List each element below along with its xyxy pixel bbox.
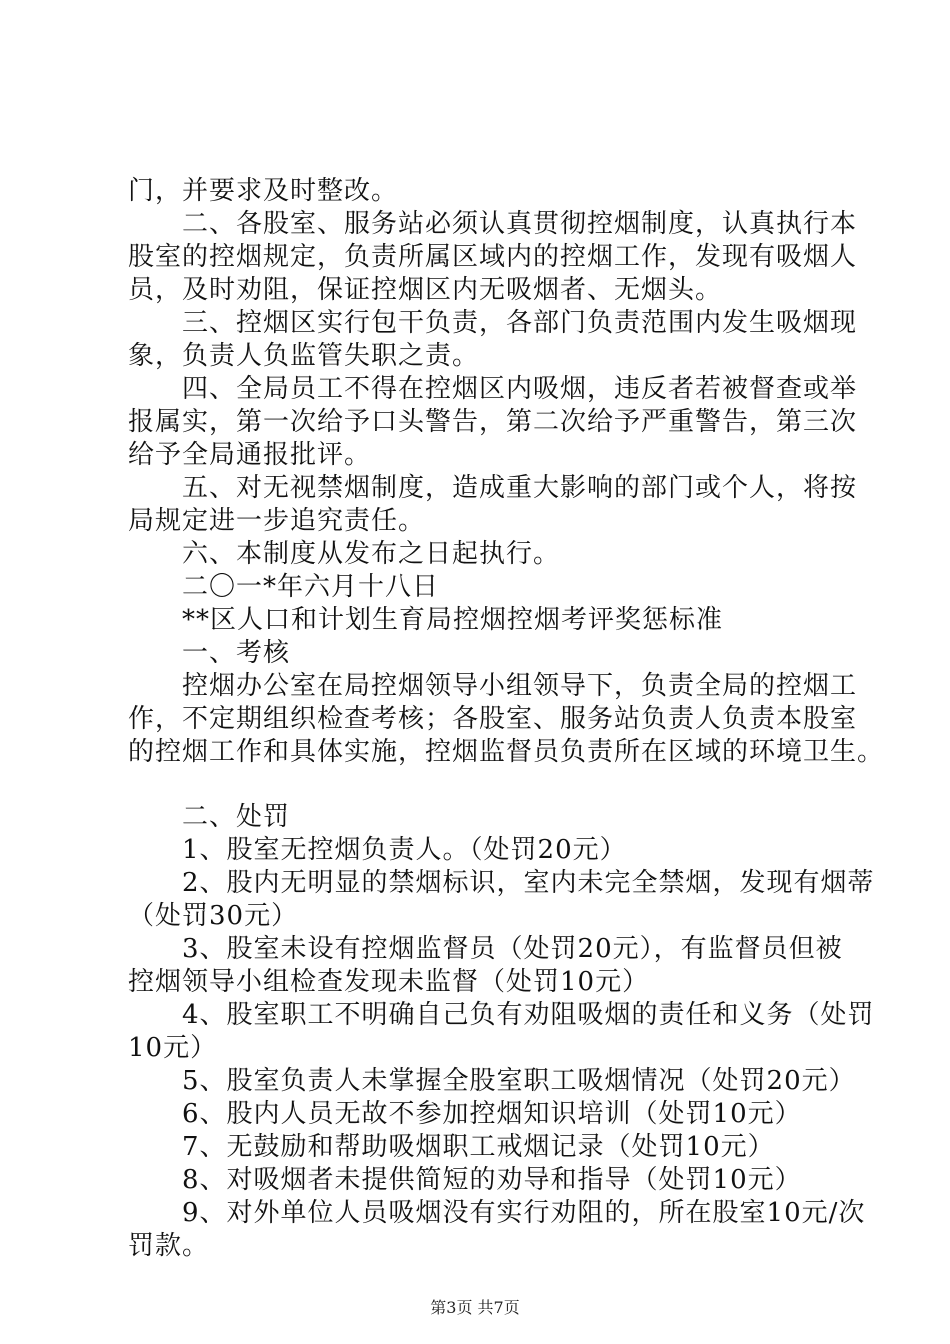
text-line: 4、股室职工不明确自己负有劝阻吸烟的责任和义务（处罚 bbox=[182, 1000, 875, 1030]
text-line: 8、对吸烟者未提供简短的劝导和指导（处罚10元） bbox=[182, 1165, 802, 1195]
text-line: 员，及时劝阻，保证控烟区内无吸烟者、无烟头。 bbox=[128, 275, 723, 305]
text-line: 三、控烟区实行包干负责，各部门负责范围内发生吸烟现 bbox=[182, 308, 858, 338]
text-line: 四、全局员工不得在控烟区内吸烟，违反者若被督查或举 bbox=[182, 374, 858, 404]
text-line: 的控烟工作和具体实施，控烟监督员负责所在区域的环境卫生。 bbox=[128, 737, 885, 767]
text-line: 10元） bbox=[128, 1033, 218, 1063]
text-line: 象，负责人负监管失职之责。 bbox=[128, 341, 480, 371]
text-line: 1、股室无控烟负责人。（处罚20元） bbox=[182, 835, 627, 865]
text-line: 二、各股室、服务站必须认真贯彻控烟制度，认真执行本 bbox=[182, 209, 858, 239]
section-heading: 一、考核 bbox=[182, 638, 291, 668]
page-number-footer: 第3页 共7页 bbox=[430, 1298, 520, 1317]
text-line: 六、本制度从发布之日起执行。 bbox=[182, 539, 561, 569]
text-line: 3、股室未设有控烟监督员（处罚20元），有监督员但被 bbox=[182, 934, 843, 964]
document-date: 二〇一*年六月十八日 bbox=[182, 572, 440, 602]
text-line: 门，并要求及时整改。 bbox=[128, 176, 399, 206]
text-line: 罚款。 bbox=[128, 1231, 210, 1261]
text-line: 控烟领导小组检查发现未监督（处罚10元） bbox=[128, 967, 650, 997]
text-line: 股室的控烟规定，负责所属区域内的控烟工作，发现有吸烟人 bbox=[128, 242, 858, 272]
text-line: 5、股室负责人未掌握全股室职工吸烟情况（处罚20元） bbox=[182, 1066, 856, 1096]
section-heading: 二、处罚 bbox=[182, 802, 291, 832]
text-line: 作，不定期组织检查考核；各股室、服务站负责人负责本股室 bbox=[128, 704, 858, 734]
text-line: 报属实，第一次给予口头警告，第二次给予严重警告，第三次 bbox=[128, 407, 858, 437]
text-line: （处罚30元） bbox=[128, 901, 299, 931]
text-line: 2、股内无明显的禁烟标识，室内未完全禁烟，发现有烟蒂 bbox=[182, 868, 875, 898]
text-line: 7、无鼓励和帮助吸烟职工戒烟记录（处罚10元） bbox=[182, 1132, 775, 1162]
text-line: 局规定进一步追究责任。 bbox=[128, 506, 426, 536]
text-line: 给予全局通报批评。 bbox=[128, 440, 372, 470]
section-title: **区人口和计划生育局控烟控烟考评奖惩标准 bbox=[182, 605, 724, 635]
text-line: 控烟办公室在局控烟领导小组领导下，负责全局的控烟工 bbox=[182, 671, 858, 701]
text-line: 五、对无视禁烟制度，造成重大影响的部门或个人，将按 bbox=[182, 473, 858, 503]
text-line: 6、股内人员无故不参加控烟知识培训（处罚10元） bbox=[182, 1099, 802, 1129]
text-line: 9、对外单位人员吸烟没有实行劝阻的，所在股室10元/次 bbox=[182, 1198, 866, 1228]
